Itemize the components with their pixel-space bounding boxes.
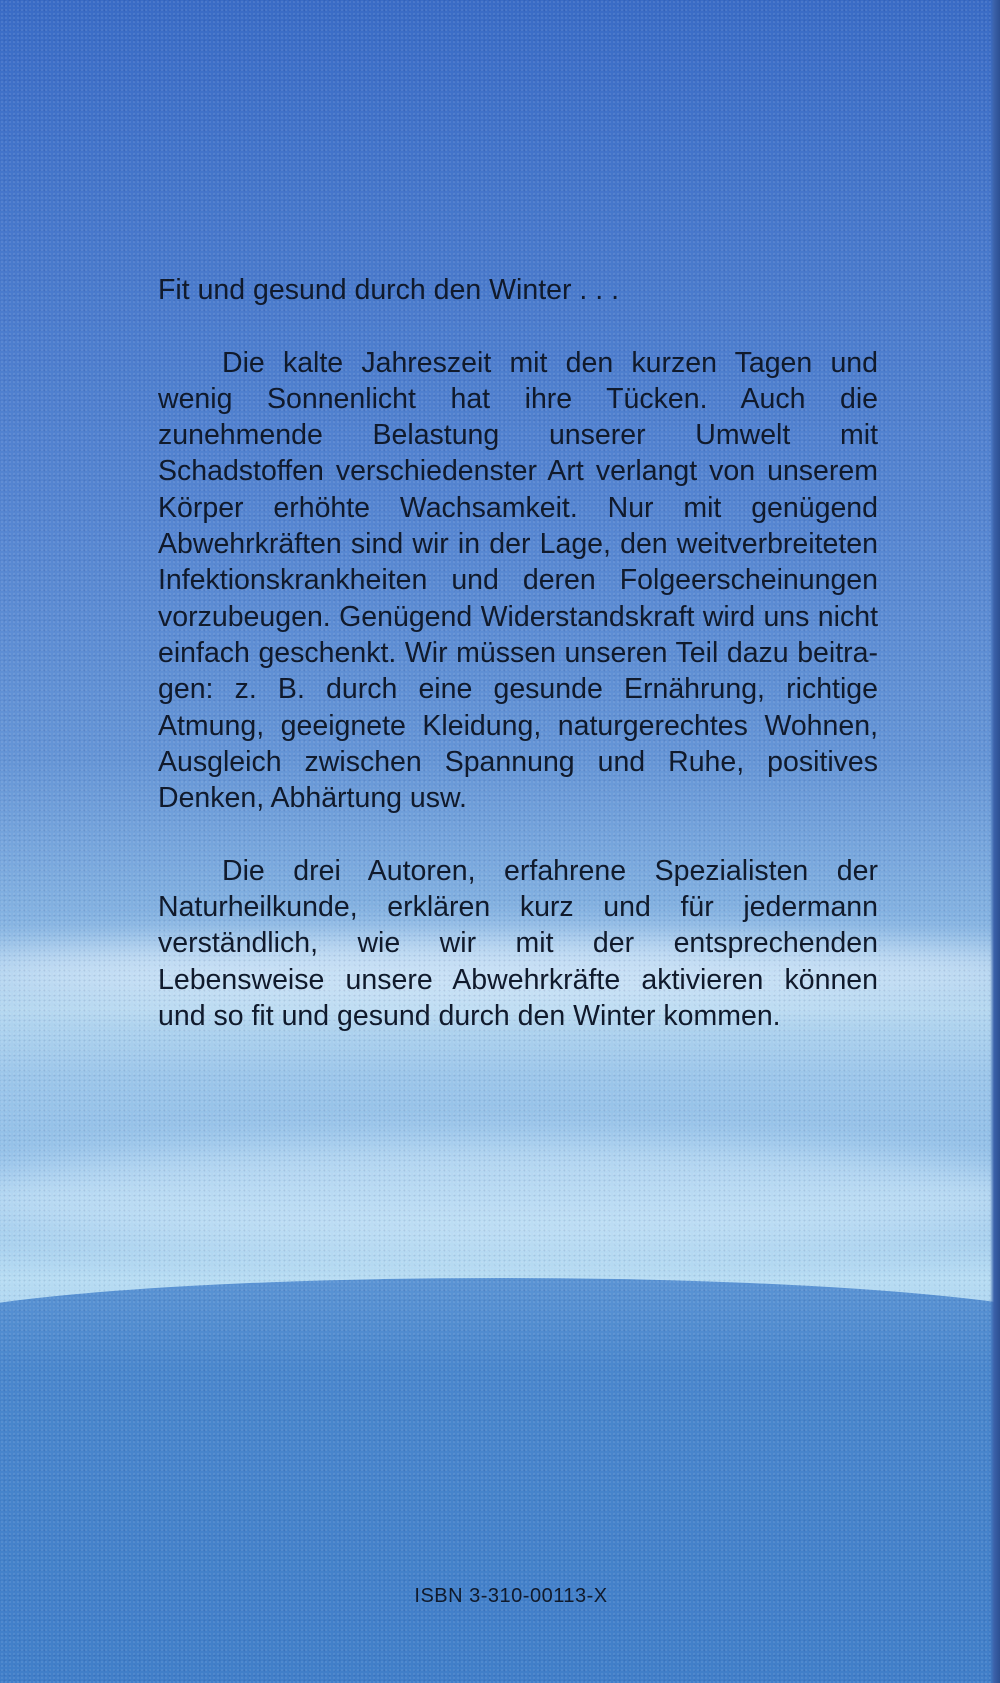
blurb-paragraph-2: Die drei Autoren, erfahrene Spezialisten der Naturheilkunde, erklären kurz und für jedermann verständlich, wie wir mit der entsprechenden Lebensweise unsere Abwehrkräfte aktivieren können und so fit und gesund durch den Winter kommen. bbox=[158, 854, 878, 1032]
isbn: ISBN 3-310-00113-X bbox=[414, 1585, 608, 1607]
blurb bbox=[158, 272, 878, 1034]
spine-edge bbox=[990, 0, 1000, 1683]
blurb-paragraph-1: Die kalte Jahreszeit mit den kurzen Tagen und wenig Sonnenlicht hat ihre Tücken. Auch die zunehmende Belastung unserer Umwelt mit Schadstoffen verschiedenster Art verlangt von unserem Körper erhöhte Wachsamkeit. Nur mit genügend Abwehrkräften sind wir in der Lage, den weitverbreiteten Infektionskrankheiten und deren Folgeerscheinungen vorzubeugen. Genügend Widerstandskraft wird uns nicht einfach geschenkt. Wir müssen unseren Teil dazu beitragen: z. B. durch eine gesunde Ernährung, richtige Atmung, geeignete Kleidung, naturgerechtes Wohnen, Ausgleich zwischen Spannung und Ruhe, positives Denken, Abhärtung usw. bbox=[158, 346, 878, 815]
blurb-heading: Fit und gesund durch den Winter . . . bbox=[158, 274, 619, 306]
